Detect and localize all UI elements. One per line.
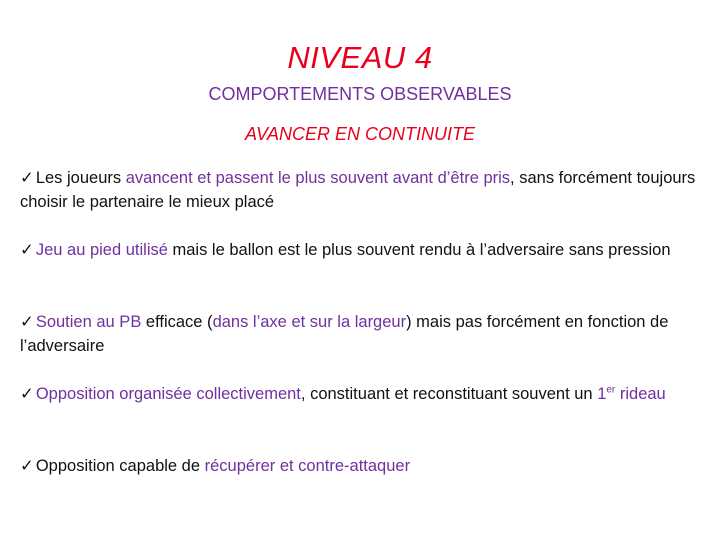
- item-text: Opposition capable de: [35, 457, 205, 475]
- list-item: [20, 454, 700, 478]
- item-highlight: Soutien au PB: [35, 313, 142, 331]
- list-item: [20, 166, 700, 214]
- item-text: , constituant et reconstituant souvent un: [300, 385, 598, 403]
- checkmark-icon: ✓: [20, 313, 34, 331]
- checkmark-icon: ✓: [20, 169, 34, 187]
- list-item: [20, 382, 700, 406]
- item-text: efficace (: [141, 313, 213, 331]
- item-highlight: Jeu au pied utilisé: [35, 241, 168, 259]
- list-item: [20, 238, 700, 262]
- slide-subtitle: COMPORTEMENTS OBSERVABLES: [208, 84, 512, 104]
- item-highlight: avancent et passent le plus souvent avant d’être pris: [125, 169, 511, 187]
- checkmark-icon: ✓: [20, 457, 34, 475]
- item-highlight: Opposition organisée collectivement: [35, 385, 301, 403]
- checkmark-icon: ✓: [20, 385, 34, 403]
- item-highlight: rideau: [615, 385, 666, 403]
- item-text: mais le ballon est le plus souvent rendu à l’adversaire sans pression: [167, 241, 671, 259]
- item-text: , sans forcément toujours choisir le partenaire le mieux placé: [20, 169, 696, 211]
- item-highlight: dans l’axe et sur la largeur: [212, 313, 407, 331]
- checkmark-icon: ✓: [20, 241, 34, 259]
- item-highlight: récupérer et contre-attaquer: [204, 457, 411, 475]
- item-text: ) mais pas forcément en fonction de l’adversaire: [20, 313, 669, 355]
- list-item: [20, 310, 700, 358]
- slide-title: NIVEAU 4: [287, 40, 433, 75]
- item-highlight: 1: [597, 385, 607, 403]
- ordinal-superscript: er: [606, 384, 616, 396]
- item-text: Les joueurs: [35, 169, 126, 187]
- section-heading: AVANCER EN CONTINUITE: [244, 124, 476, 144]
